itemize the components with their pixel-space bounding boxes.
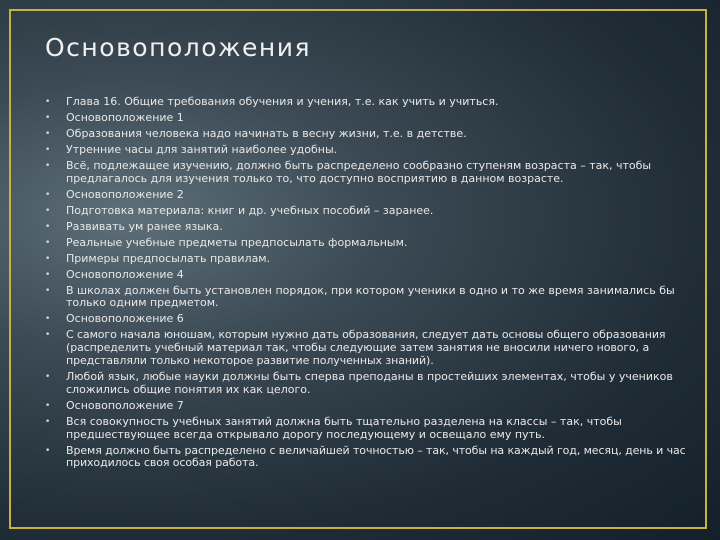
list-item-text: Утренние часы для занятий наиболее удобны.	[66, 142, 338, 156]
list-item	[45, 285, 693, 311]
bullet-icon: •	[45, 400, 51, 411]
bullet-icon: •	[45, 371, 51, 382]
bullet-icon: •	[45, 221, 51, 232]
list-item-text: Основоположение 4	[66, 267, 184, 281]
list-item	[45, 329, 693, 367]
bullet-icon: •	[45, 416, 51, 427]
list-item-text: С самого начала юношам, которым нужно дать образования, следует дать основы общего образования (распределить учебный материал так, чтобы следующие затем занятия не вносили ничего нового, а представляли только некоторое развитие полученных знаний).	[66, 328, 666, 367]
list-item-text: Глава 16. Общие требования обучения и учения, т.е. как учить и учиться.	[66, 95, 499, 108]
list-item	[45, 416, 693, 442]
bullet-icon: •	[45, 189, 51, 200]
bullet-icon: •	[45, 128, 51, 139]
list-item	[45, 269, 693, 282]
bullet-list	[45, 96, 693, 473]
list-item	[45, 253, 693, 266]
list-item	[45, 189, 693, 202]
list-item-text: Развивать ум ранее языка.	[66, 219, 223, 233]
list-item-text: Любой язык, любые науки должны быть сперва преподаны в простейших элементах, чтобы у учеников сложились общие понятия их как целого.	[66, 369, 673, 396]
bullet-icon: •	[45, 445, 51, 456]
slide-title: Основоположения	[45, 33, 312, 62]
list-item	[45, 112, 693, 125]
list-item-text: Основоположение 2	[66, 187, 184, 201]
bullet-icon: •	[45, 253, 51, 264]
bullet-icon: •	[45, 330, 51, 341]
list-item	[45, 128, 693, 141]
bullet-icon: •	[45, 237, 51, 248]
list-item-text: Основоположение 6	[66, 312, 184, 326]
list-item	[45, 144, 693, 157]
list-item-text: Всё, подлежащее изучению, должно быть распределено сообразно ступеням возраста – так, чтобы предлагалось для изучения только то, что доступно восприятию в данном возрасте.	[66, 158, 652, 185]
list-item-text: Реальные учебные предметы предпосылать формальным.	[66, 235, 408, 249]
list-item-text: Примеры предпосылать правилам.	[66, 251, 271, 265]
list-item	[45, 371, 693, 397]
bullet-icon: •	[45, 285, 51, 296]
bullet-icon: •	[45, 269, 51, 280]
list-item	[45, 237, 693, 250]
list-item-text: Время должно быть распределено с величайшей точностью – так, чтобы на каждый год, месяц, день и час приходилось своя особая работа.	[66, 443, 686, 470]
list-item	[45, 96, 693, 109]
bullet-icon: •	[45, 314, 51, 325]
list-item-text: Вся совокупность учебных занятий должна быть тщательно разделена на классы – так, чтобы предшествующее всегда открывало дорогу последующему и освещало ему путь.	[66, 414, 622, 441]
list-item	[45, 221, 693, 234]
list-item	[45, 160, 693, 186]
list-item	[45, 205, 693, 218]
list-item-text: Основоположение 7	[66, 398, 184, 412]
list-item-text: В школах должен быть установлен порядок, при котором ученики в одно и то же время занимались бы только одним предметом.	[66, 283, 675, 310]
list-item	[45, 313, 693, 326]
list-item-text: Основоположение 1	[66, 110, 184, 124]
list-item-text: Подготовка материала: книг и др. учебных пособий – заранее.	[66, 203, 434, 217]
list-item	[45, 445, 693, 471]
bullet-icon: •	[45, 97, 51, 107]
list-item	[45, 400, 693, 413]
bullet-icon: •	[45, 144, 51, 155]
bullet-icon: •	[45, 205, 51, 216]
bullet-icon: •	[45, 160, 51, 171]
bullet-icon: •	[45, 112, 51, 123]
list-item-text: Образования человека надо начинать в весну жизни, т.е. в детстве.	[66, 126, 467, 140]
